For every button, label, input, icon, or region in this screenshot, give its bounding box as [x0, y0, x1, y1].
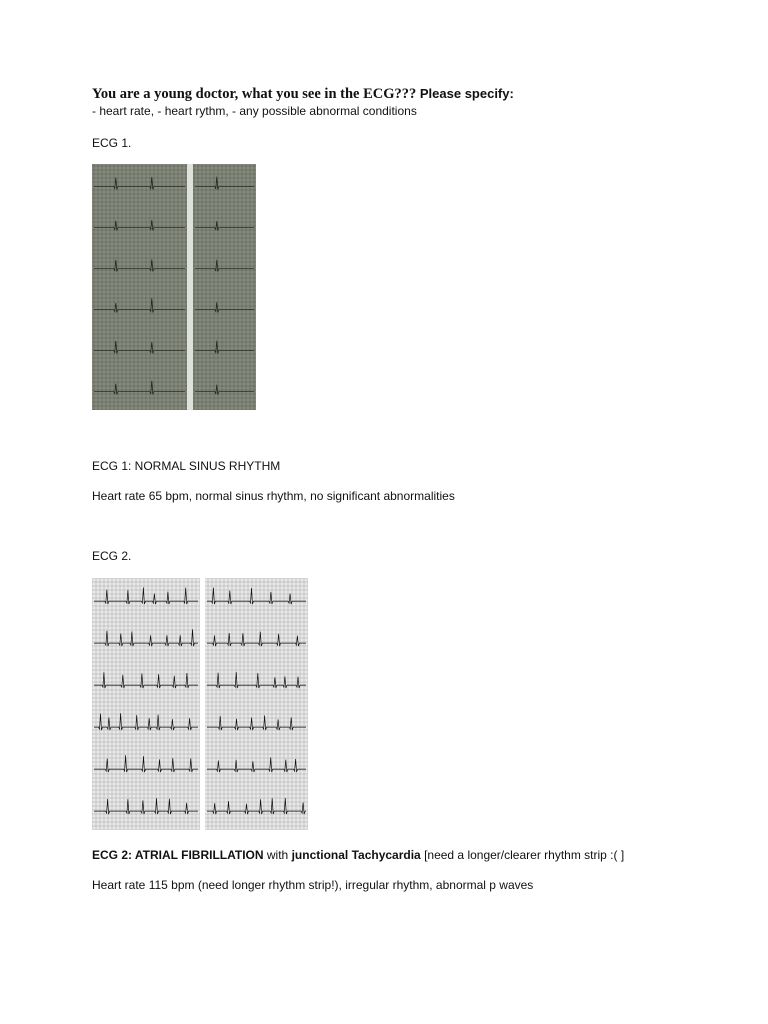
- question-items: - heart rate, - heart rythm, - any possible abnormal conditions: [92, 104, 417, 118]
- ecg1-heading: ECG 1.: [92, 136, 132, 150]
- ecg2-diagnosis-rest: junctional Tachycardia: [291, 848, 421, 862]
- question-lead: You are a young doctor, what you see in the ECG???: [92, 86, 417, 102]
- ecg2-diagnosis-title: [92, 848, 624, 862]
- ecg1-description: Heart rate 65 bpm, normal sinus rhythm, no significant abnormalities: [92, 489, 455, 503]
- ecg2-diagnosis-prefix: ECG 2: ATRIAL FIBRILLATION: [92, 848, 267, 862]
- ecg2-diagnosis-with: with: [266, 848, 292, 862]
- question-please: Please specify:: [416, 86, 514, 101]
- ecg2-heading: ECG 2.: [92, 549, 132, 563]
- ecg2-tracing: [92, 578, 308, 830]
- ecg2-image: [92, 578, 308, 830]
- ecg2-description: Heart rate 115 bpm (need longer rhythm strip!), irregular rhythm, abnormal p waves: [92, 878, 534, 892]
- ecg1-image: [92, 164, 256, 410]
- ecg2-diagnosis-note: [need a longer/clearer rhythm strip :( ]: [420, 848, 625, 862]
- ecg1-diagnosis-title: ECG 1: NORMAL SINUS RHYTHM: [92, 459, 281, 473]
- question-line: [92, 86, 514, 103]
- ecg1-tracing: [92, 164, 256, 410]
